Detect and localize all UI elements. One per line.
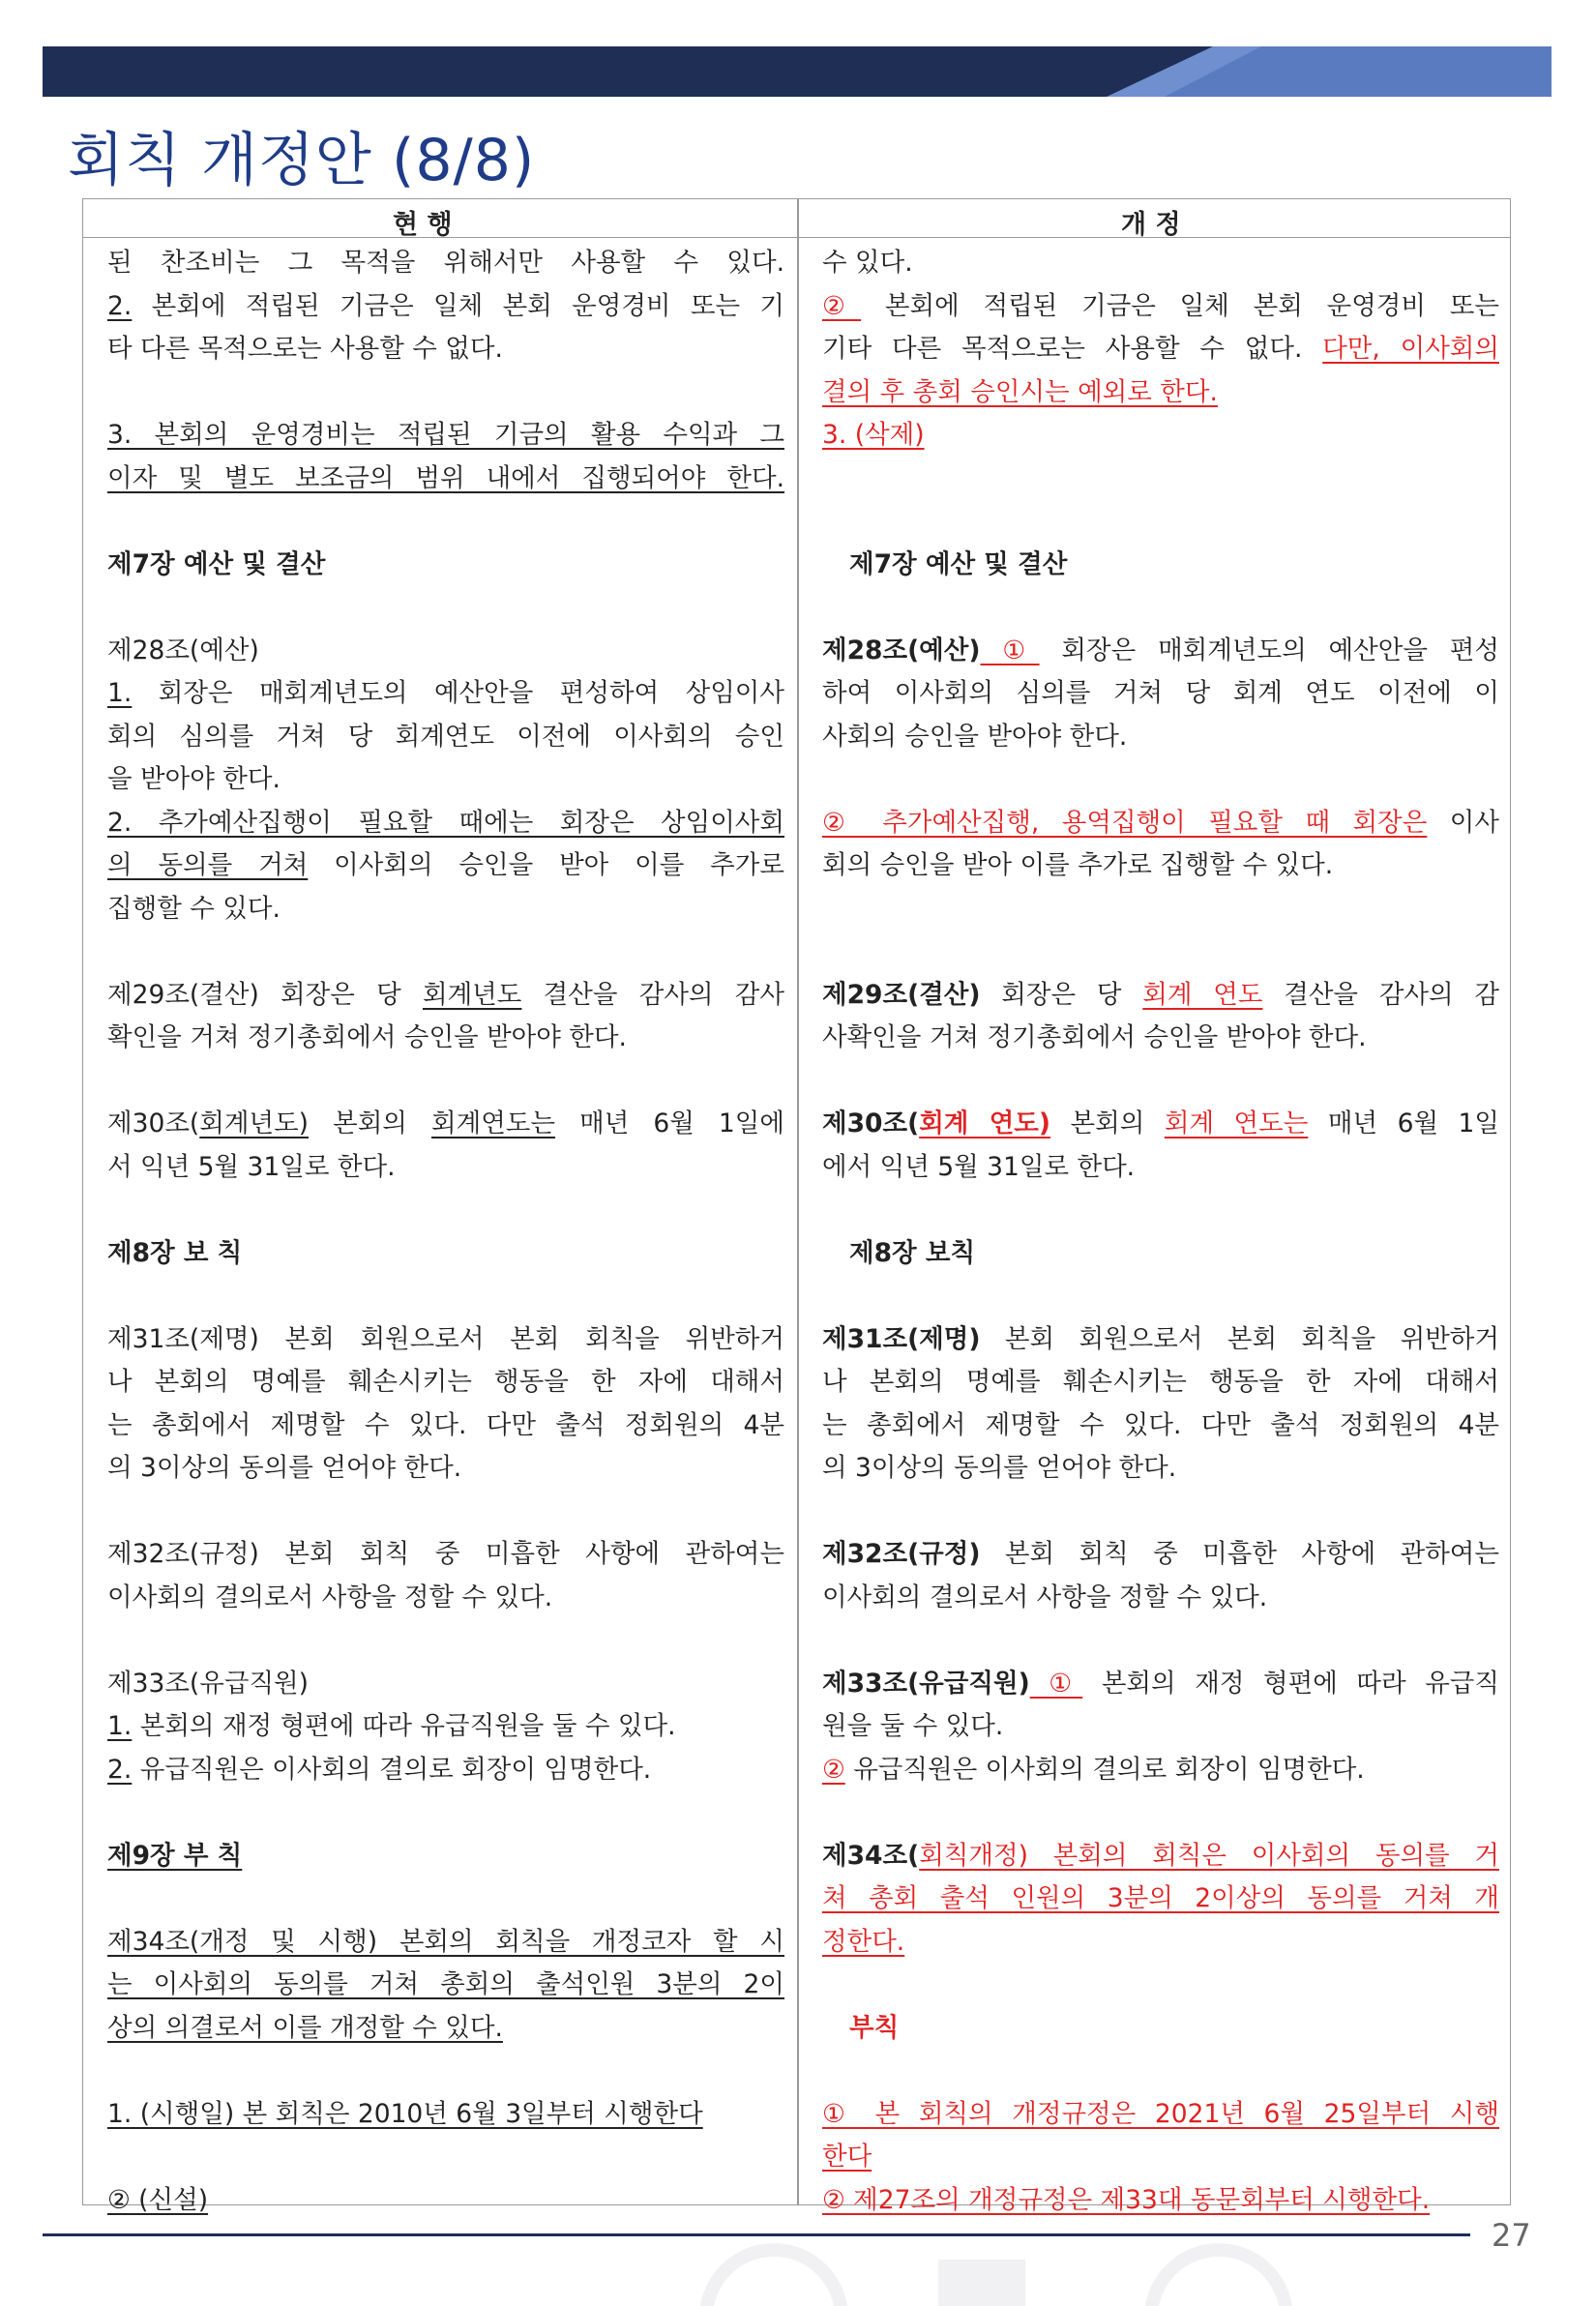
comparison-table	[82, 198, 1511, 2215]
text-line: 한다	[822, 2142, 872, 2172]
text-line: 1. (시행일) 본 회칙은 2010년 6월 3일부터 시행한다	[107, 2098, 703, 2129]
column-divider	[797, 199, 799, 2204]
page-title: 회칙 개정안 (8/8)	[68, 127, 536, 194]
text-line: 결의 후 총회 승인시는 예외로 한다.	[822, 376, 1218, 407]
text-line: 에서 익년 5월 31일로 한다.	[822, 1151, 1136, 1182]
page-number: 27	[1492, 2217, 1531, 2254]
chapter-heading: 제8장 보칙	[849, 1237, 976, 1268]
text-line: 2. 유급직원은 이사회의 결의로 회장이 임명한다.	[107, 1754, 652, 1785]
text-line: 원을 둘 수 있다.	[822, 1711, 1004, 1741]
text-line: 제30조(회계 연도) 본회의 회계 연도는 매년 6월 1일	[822, 1109, 1499, 1138]
text-line: 제31조(제명) 본회 회원으로서 본회 회칙을 위반하거	[107, 1323, 784, 1354]
text-line: 는 이사회의 동의를 거쳐 총회의 출석인원 3분의 2이	[107, 1969, 784, 1999]
current-column	[107, 242, 784, 2222]
article-heading: 제28조(예산)	[107, 635, 259, 665]
text-line: 회의 심의를 거쳐 당 회계연도 이전에 이사회의 승인	[107, 721, 784, 752]
text-line: 을 받아야 한다.	[107, 764, 281, 794]
text-line: 제30조(회계년도) 본회의 회계연도는 매년 6월 1일에	[107, 1109, 784, 1138]
text-line: ② 본회에 적립된 기금은 일체 본회 운영경비 또는	[822, 290, 1499, 321]
text-line: 제28조(예산) ① 회장은 매회계년도의 예산안을 편성	[822, 635, 1499, 665]
chapter-heading: 제7장 예산 및 결산	[107, 548, 326, 579]
text-line: ② 유급직원은 이사회의 결의로 회장이 임명한다.	[822, 1754, 1365, 1785]
text-line: 회의 승인을 받아 이를 추가로 집행할 수 있다.	[822, 850, 1334, 880]
text-line: 는 총회에서 제명할 수 있다. 다만 출석 정회원의 4분	[107, 1409, 784, 1440]
revised-column	[822, 242, 1499, 2222]
watermark-decoration	[619, 2240, 1354, 2306]
chapter-heading: 제8장 보 칙	[107, 1237, 243, 1268]
text-line: 1. 회장은 매회계년도의 예산안을 편성하여 상임이사	[107, 678, 784, 708]
text-line: 제34조(회칙개정) 본회의 회칙은 이사회의 동의를 거	[822, 1840, 1499, 1871]
chapter-heading: 부칙	[849, 2012, 900, 2043]
header-current: 현 행	[393, 210, 453, 240]
chapter-heading: 제7장 예산 및 결산	[849, 548, 1068, 579]
text-line: 1. 본회의 재정 형편에 따라 유급직원을 둘 수 있다.	[107, 1711, 676, 1741]
text-line: 수 있다.	[822, 248, 913, 278]
text-line: 서 익년 5월 31일로 한다.	[107, 1151, 396, 1182]
text-line: 이자 및 별도 보조금의 범위 내에서 집행되어야 한다.	[107, 462, 784, 493]
text-line: ① 본 회칙의 개정규정은 2021년 6월 25일부터 시행	[822, 2098, 1499, 2129]
header-wedge-decoration	[990, 46, 1552, 97]
text-line: 2. 본회에 적립된 기금은 일체 본회 운영경비 또는 기	[107, 290, 784, 321]
header-bar	[43, 46, 1552, 97]
text-line: 3. 본회의 운영경비는 적립된 기금의 활용 수익과 그	[107, 420, 784, 450]
text-line: 는 총회에서 제명할 수 있다. 다만 출석 정회원의 4분	[822, 1409, 1499, 1440]
text-line: 하여 이사회의 심의를 거쳐 당 회계 연도 이전에 이	[822, 678, 1499, 708]
text-line: 쳐 총회 출석 인원의 3분의 2이상의 동의를 거쳐 개	[822, 1883, 1499, 1913]
text-line: 제34조(개정 및 시행) 본회의 회칙을 개정코자 할 시	[107, 1926, 784, 1957]
text-line: 이사회의 결의로서 사항을 정할 수 있다.	[107, 1582, 553, 1612]
text-line: 확인을 거쳐 정기총회에서 승인을 받아야 한다.	[107, 1022, 627, 1052]
text-line: 사확인을 거쳐 정기총회에서 승인을 받아야 한다.	[822, 1022, 1367, 1052]
text-line: 제32조(규정) 본회 회칙 중 미흡한 사항에 관하여는	[107, 1539, 784, 1569]
text-line: 2. 추가예산집행이 필요할 때에는 회장은 상임이사회	[107, 807, 784, 838]
text-line: 상의 의결로서 이를 개정할 수 있다.	[107, 2012, 503, 2043]
text-line: ② 추가예산집행, 용역집행이 필요할 때 회장은 이사	[822, 807, 1499, 838]
text-line: ② 제27조의 개정규정은 제33대 동문회부터 시행한다.	[822, 2184, 1431, 2215]
text-line: 나 본회의 명예를 훼손시키는 행동을 한 자에 대해서	[107, 1367, 784, 1397]
text-line: 제32조(규정) 본회 회칙 중 미흡한 사항에 관하여는	[822, 1539, 1499, 1569]
article-heading: 제33조(유급직원)	[107, 1668, 309, 1699]
text-line: 의 3이상의 동의를 얻어야 한다.	[107, 1453, 462, 1483]
text-line: 타 다른 목적으로는 사용할 수 없다.	[107, 334, 503, 364]
text-line: ② (신설)	[107, 2184, 209, 2215]
text-line: 제29조(결산) 회장은 당 회계 연도 결산을 감사의 감	[822, 979, 1499, 1010]
text-line: 기타 다른 목적으로는 사용할 수 없다. 다만, 이사회의	[822, 334, 1499, 364]
header-revised: 개 정	[1121, 210, 1181, 240]
text-line: 정한다.	[822, 1926, 905, 1957]
text-line: 의 3이상의 동의를 얻어야 한다.	[822, 1453, 1177, 1483]
text-line: 된 찬조비는 그 목적을 위해서만 사용할 수 있다.	[107, 248, 784, 278]
text-line: 3. (삭제)	[822, 420, 925, 450]
text-line: 이사회의 결의로서 사항을 정할 수 있다.	[822, 1582, 1268, 1612]
text-line: 나 본회의 명예를 훼손시키는 행동을 한 자에 대해서	[822, 1367, 1499, 1397]
text-line: 사회의 승인을 받아야 한다.	[822, 721, 1128, 752]
text-line: 집행할 수 있다.	[107, 893, 281, 924]
chapter-heading: 제9장 부 칙	[107, 1840, 243, 1871]
text-line: 제29조(결산) 회장은 당 회계년도 결산을 감사의 감사	[107, 979, 784, 1010]
text-line: 제31조(제명) 본회 회원으로서 본회 회칙을 위반하거	[822, 1323, 1499, 1354]
text-line: 의 동의를 거쳐 이사회의 승인을 받아 이를 추가로	[107, 850, 784, 880]
footer-line	[43, 2233, 1470, 2236]
text-line: 제33조(유급직원) ① 본회의 재정 형편에 따라 유급직	[822, 1668, 1499, 1699]
